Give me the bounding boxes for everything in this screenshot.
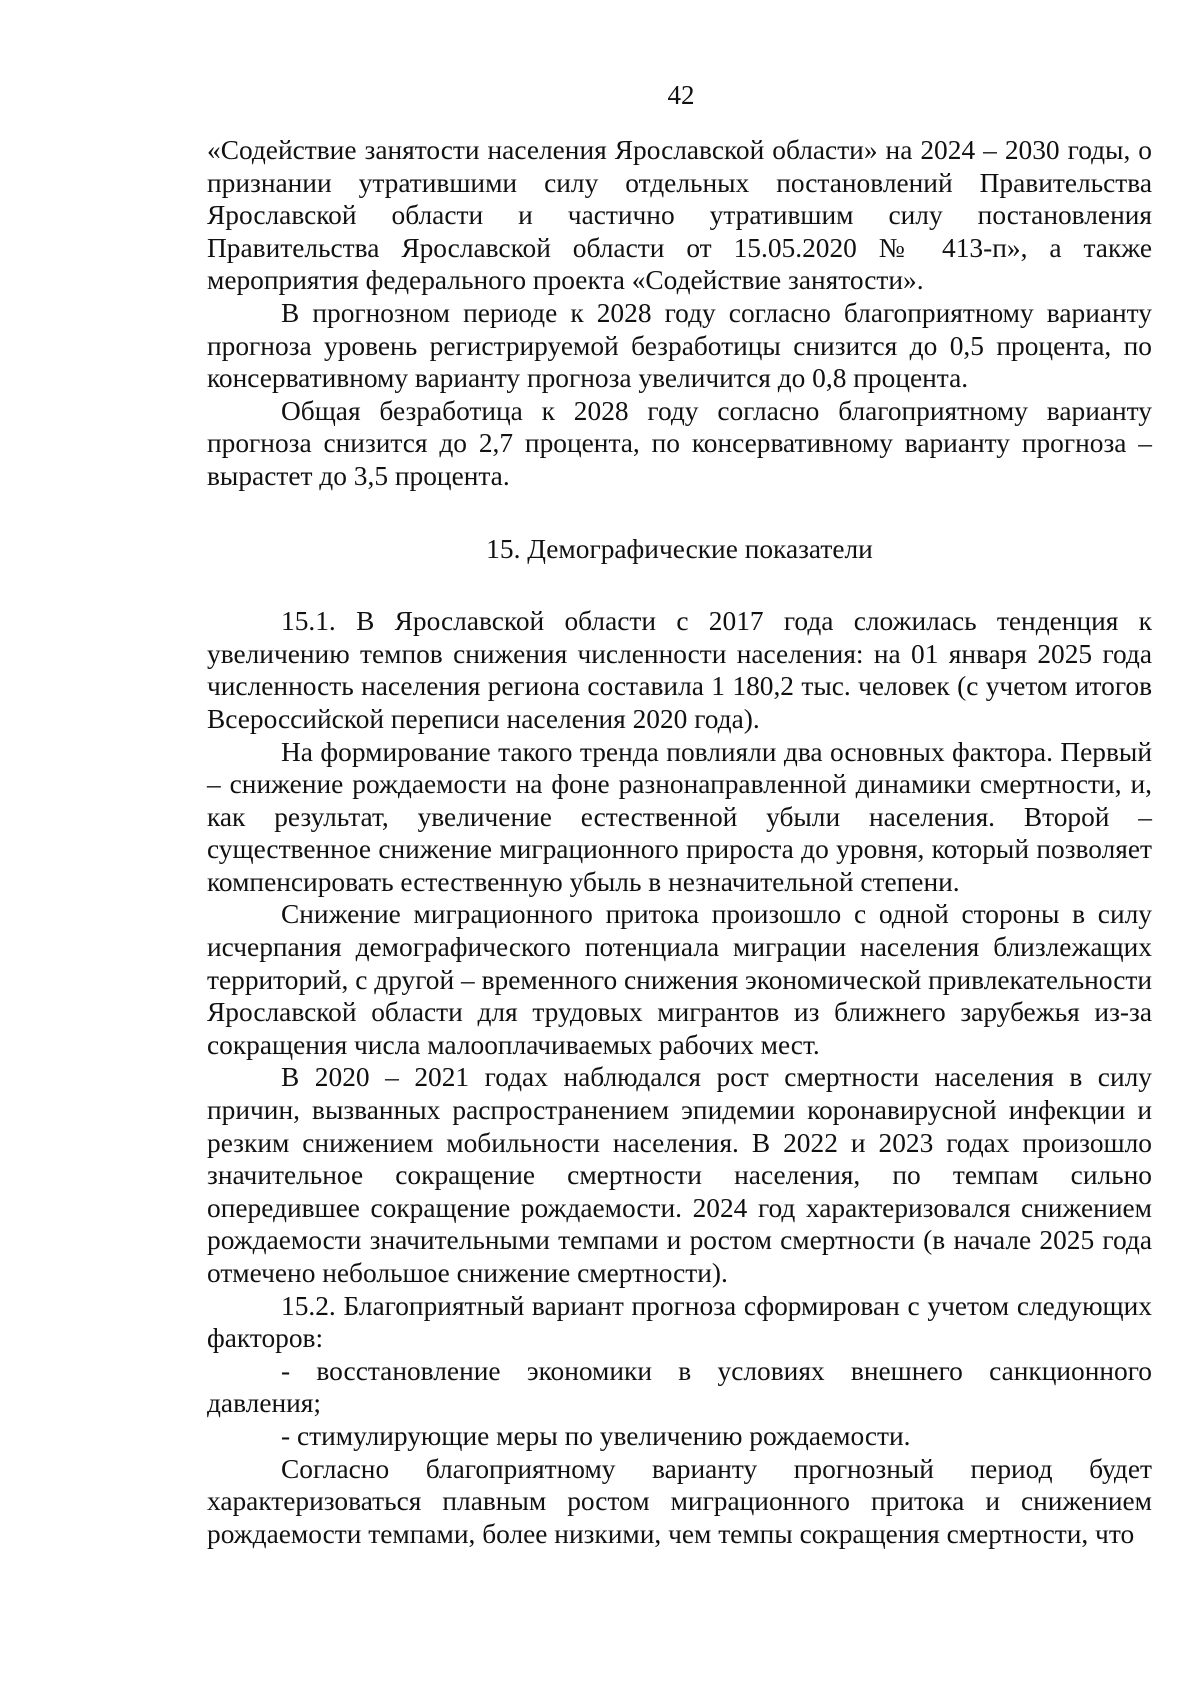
list-item-economy: - восстановление экономики в условиях внешнего санкционного давления; bbox=[207, 1355, 1152, 1419]
paragraph-favorable-forecast: Согласно благоприятному варианту прогнозный период будет характеризоваться плавным ростом миграционного притока и снижением рождаемости темпами, более низкими, чем темпы сокращения смертности, что bbox=[207, 1453, 1152, 1549]
paragraph-registered-unemployment: В прогнозном периоде к 2028 году согласно благоприятному варианту прогноза уровень регистрируемой безработицы снизится до 0,5 процента, по консервативному варианту прогноза увеличится до 0,8 процента. bbox=[207, 297, 1152, 394]
paragraph-trend-factors: На формирование такого тренда повлияли два основных фактора. Первый – снижение рождаемости на фоне разнонаправленной динамики смертности, и, как результат, увеличение естественной убыли населения. Второй – существенное снижение миграционного прироста до уровня, который позволяет компенсировать естественную убыль в незначительной степени. bbox=[207, 736, 1152, 897]
paragraph-mortality: В 2020 – 2021 годах наблюдался рост смертности населения в силу причин, вызванных распространением эпидемии коронавирусной инфекции и резким снижением мобильности населения. В 2022 и 2023 годах произошло значительное сокращение смертности населения, по темпам сильно опередившее сокращение рождаемости. 2024 год характеризовался снижением рождаемости значительными темпами и ростом смертности (в начале 2025 года отмечено небольшое снижение смертности). bbox=[207, 1062, 1152, 1288]
section-heading: 15. Демографические показатели bbox=[486, 533, 873, 564]
document-body bbox=[207, 134, 1152, 1550]
page-number: 42 bbox=[667, 80, 695, 110]
paragraph-15-2: 15.2. Благоприятный вариант прогноза сформирован с учетом следующих факторов: bbox=[207, 1290, 1152, 1354]
paragraph-program-title: «Содействие занятости населения Ярославской области» на 2024 – 2030 годы, о признании утратившими силу отдельных постановлений Правительства Ярославской области и частично утратившим силу постановления Правительства Ярославской области от 15.05.2020 № 413-п», а также мероприятия федерального проекта «Содействие занятости». bbox=[207, 135, 1152, 296]
paragraph-total-unemployment: Общая безработица к 2028 году согласно благоприятному варианту прогноза снизится до 2,7 процента, по консервативному варианту прогноза – вырастет до 3,5 процента. bbox=[207, 395, 1152, 491]
paragraph-15-1: 15.1. В Ярославской области с 2017 года сложилась тенденция к увеличению темпов снижения численности населения: на 01 января 2025 года численность населения региона составила 1 180,2 тыс. человек (с учетом итогов Всероссийской переписи населения 2020 года). bbox=[207, 606, 1152, 734]
paragraph-migration-decline: Снижение миграционного притока произошло с одной стороны в силу исчерпания демографического потенциала миграции населения близлежащих территорий, с другой – временного снижения экономической привлекательности Ярославской области для трудовых мигрантов из ближнего зарубежья из-за сокращения числа малооплачиваемых рабочих мест. bbox=[207, 899, 1152, 1060]
list-item-birth-measures: - стимулирующие меры по увеличению рождаемости. bbox=[281, 1420, 911, 1451]
